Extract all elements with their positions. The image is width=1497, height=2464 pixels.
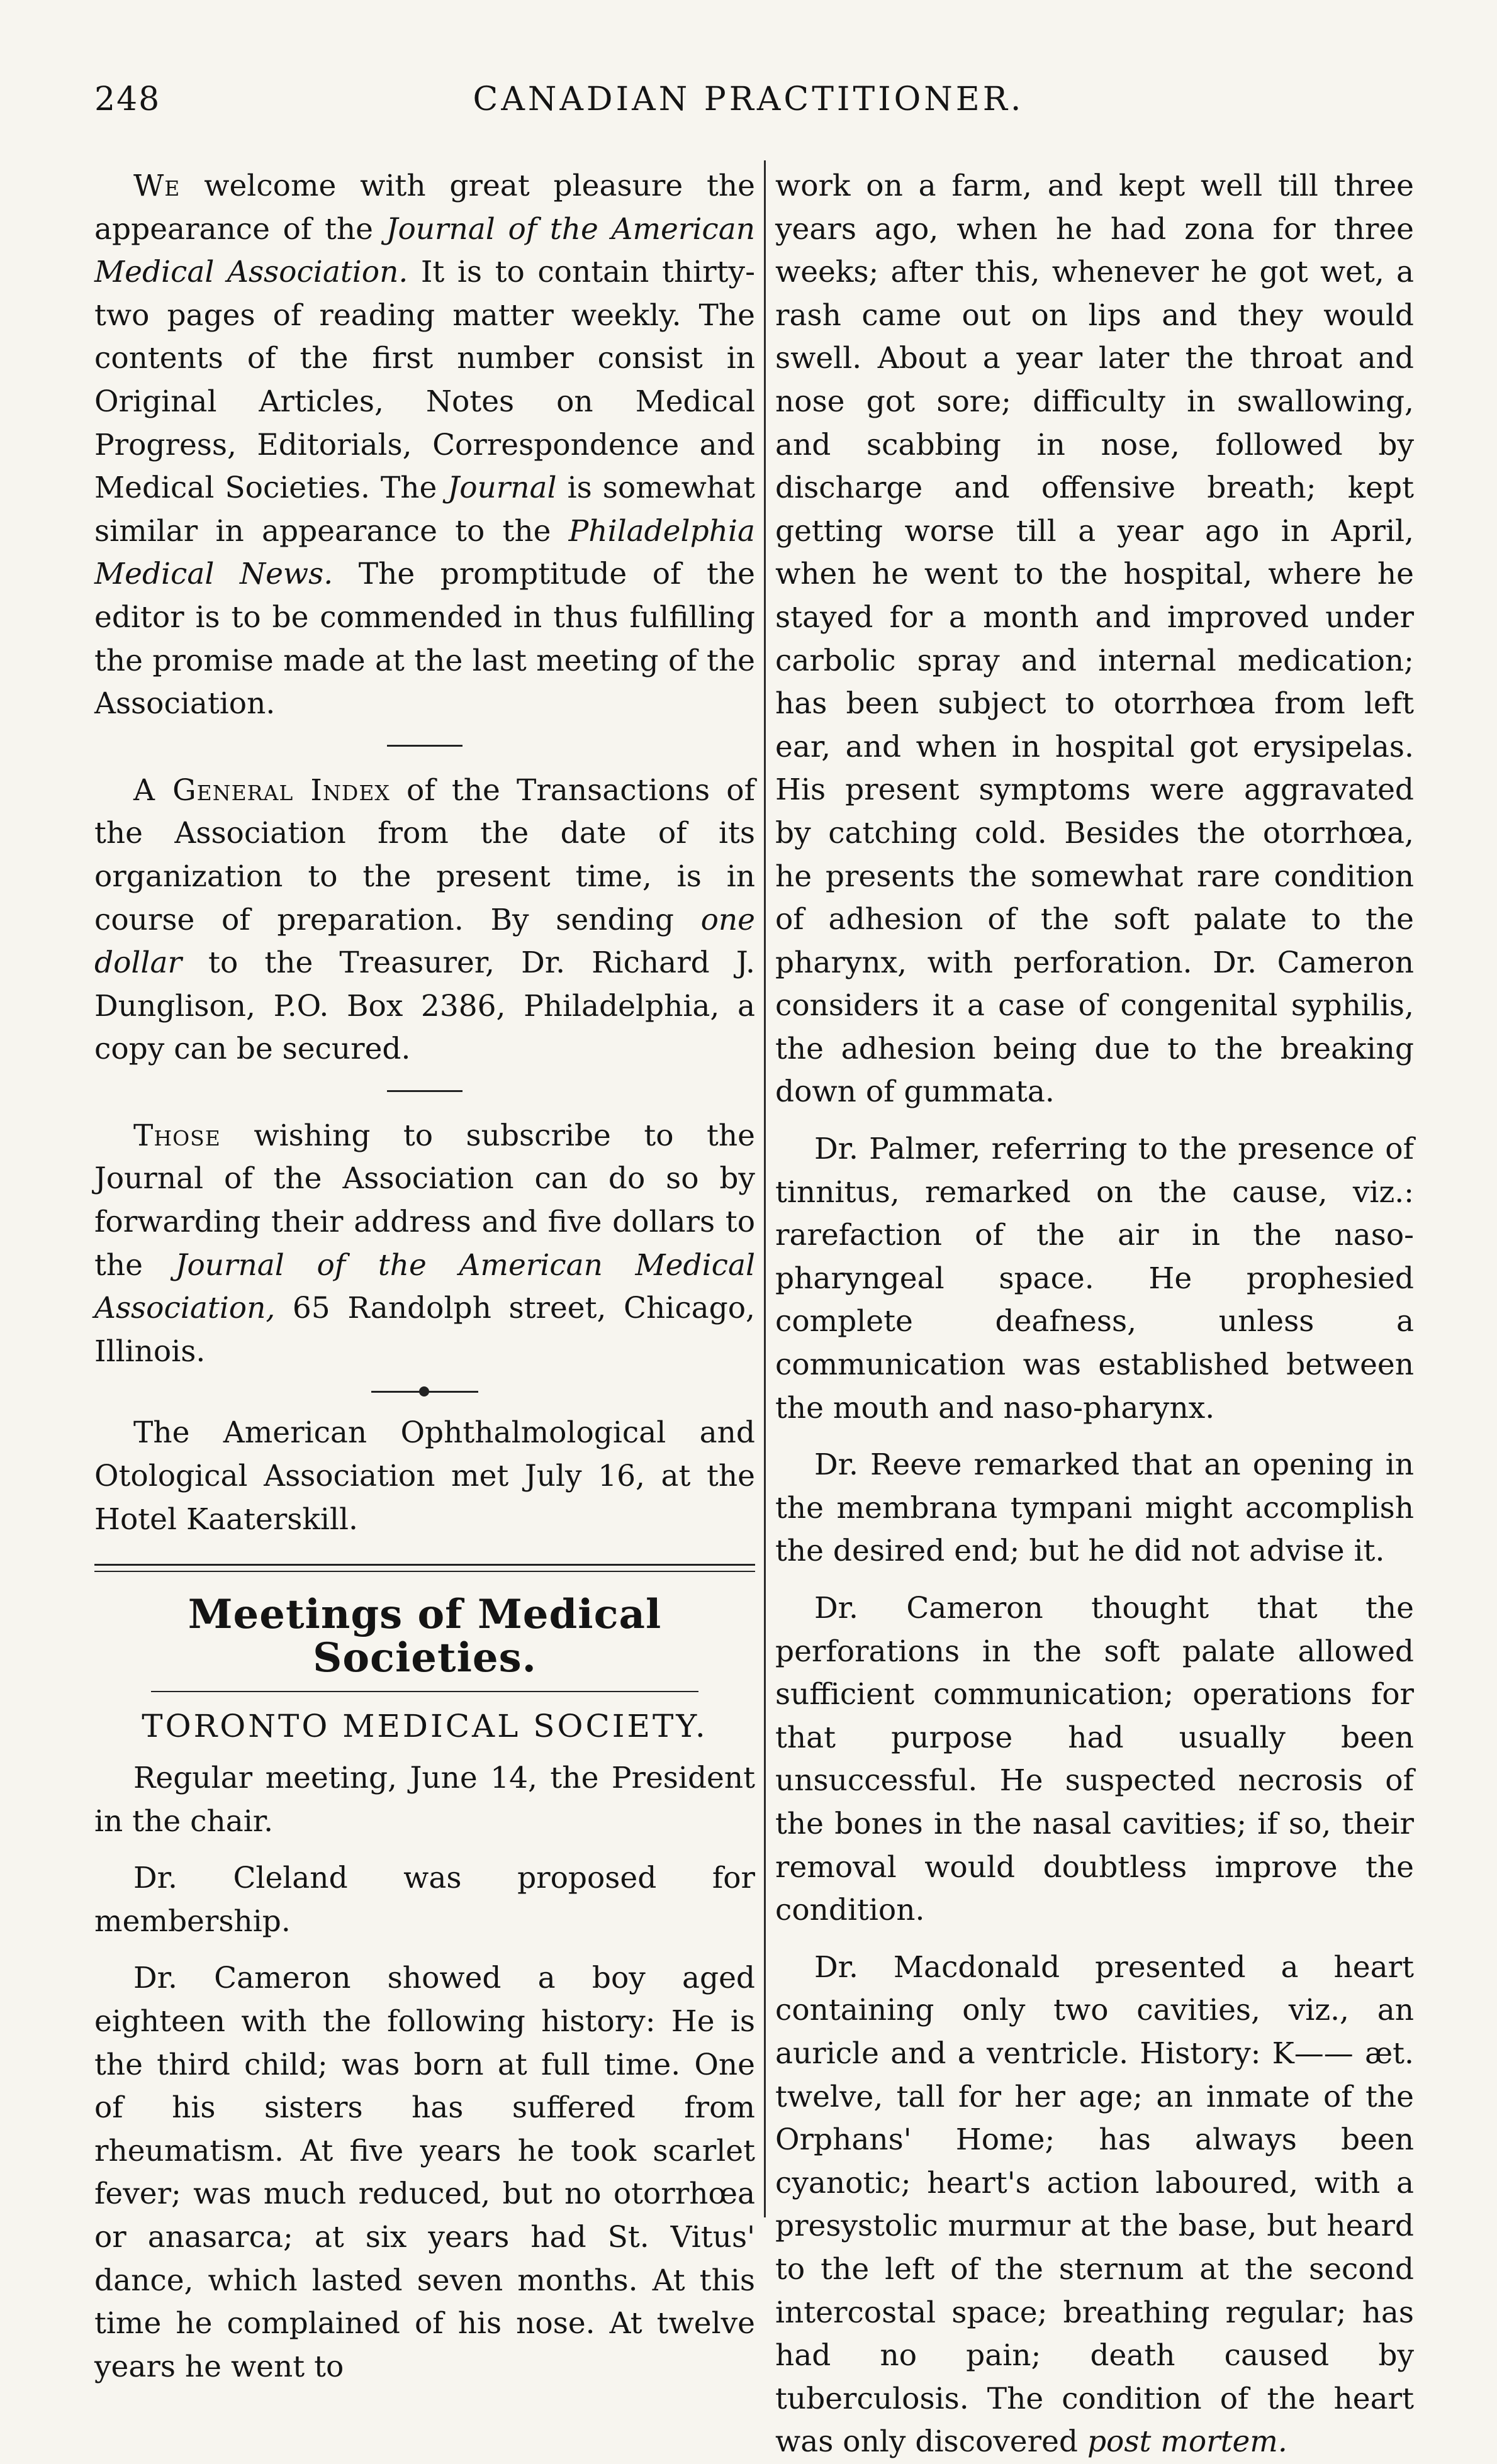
paragraph: Dr. Cleland was proposed for membership. (94, 1861, 755, 1939)
paragraph: Dr. Reeve remarked that an opening in the membrana tympani might accomplish the desired end; but he did not advise it. (775, 1447, 1414, 1569)
section-title: Meetings of Medical Societies. (188, 1591, 662, 1681)
paragraph: Regular meeting, June 14, the President in the chair. (94, 1761, 755, 1839)
page-number: 248 (94, 81, 161, 118)
paragraph: Dr. Macdonald presented a heart containing only two cavities, viz., an auricle and a ventricle. History: K—— æt. twelve, tall for her age; an inmate of the Orphans' Home; has always been cyanotic; heart's action laboured, with a presystolic murmur at the base, but heard to the left of the sternum at the second intercostal space; breathing regular; has had no pain; death caused by tuberculosis. The condition of the heart was only discovered post mortem. (775, 1949, 1414, 2460)
notice-subscribe: Those wishing to subscribe to the Journal of the Association can do so by forwarding their address and five dollars to the Journal of the American Medical Association, 65 Randolph street, Chicago, Illinois. (94, 1118, 755, 1369)
ornament-rule (371, 1391, 478, 1393)
section-rule-top (94, 1564, 755, 1566)
section-rule-bottom (151, 1691, 698, 1692)
section-rule-top-thin (94, 1571, 755, 1572)
column-divider (764, 160, 766, 2217)
notice-journal-ama: We welcome with great pleasure the appearance of the Journal of the American Medical Association. It is to contain thirty-two pages of reading matter weekly. The contents of the first number consist in Original Articles, Notes on Medical Progress, Editorials, Correspondence and Medical Societies. The Journal is somewhat similar in appearance to the Philadelphia Medical News. The promptitude of the editor is to be commended in thus fulfilling the promise made at the last meeting of the Association. (94, 169, 755, 722)
paragraph: Dr. Cameron showed a boy aged eighteen with the following history: He is the third child; was born at full time. One of his sisters has suffered from rheumatism. At five years he took scarlet fever; was much reduced, but no otorrhœa or anasarca; at six years had St. Vitus' dance, which lasted seven months. At this time he complained of his nose. At twelve years he went to (94, 1961, 755, 2384)
left-column (94, 165, 755, 2389)
notice-general-index: A General Index of the Transactions of the Association from the date of its organization to the present time, is in course of preparation. By sending one dollar to the Treasurer, Dr. Richard J. Dunglison, P.O. Box 2386, Philadelphia, a copy can be secured. (94, 772, 755, 1067)
running-head: CANADIAN PRACTITIONER. (473, 81, 1024, 118)
right-column (775, 165, 1414, 2464)
page-header (94, 81, 1403, 131)
divider-rule (387, 745, 463, 747)
paragraph: Dr. Palmer, referring to the presence of tinnitus, remarked on the cause, viz.: rarefaction of the air in the naso-pharyngeal space. He prophesied complete deafness, unless a communication was established between the mouth and naso-pharynx. (775, 1132, 1414, 1425)
divider-rule (387, 1090, 463, 1092)
notice-ophthalmological: The American Ophthalmological and Otological Association met July 16, at the Hotel Kaaterskill. (94, 1415, 755, 1537)
paragraph: Dr. Cameron thought that the perforations in the soft palate allowed sufficient communication; operations for that purpose had usually been unsuccessful. He suspected necrosis of the bones in the nasal cavities; if so, their removal would doubtless improve the condition. (775, 1591, 1414, 1928)
society-title: TORONTO MEDICAL SOCIETY. (142, 1708, 708, 1745)
paragraph: work on a farm, and kept well till three years ago, when he had zona for three weeks; after this, whenever he got wet, a rash came out on lips and they would swell. About a year later the throat and nose got sore; difficulty in swallowing, and scabbing in nose, followed by discharge and offensive breath; kept getting worse till a year ago in April, when he went to the hospital, where he stayed for a month and improved under carbolic spray and internal medication; has been subject to otorrhœa from left ear, and when in hospital got erysipelas. His present symptoms were aggravated by catching cold. Besides the otorrhœa, he presents the somewhat rare condition of adhesion of the soft palate to the pharynx, with perforation. Dr. Cameron considers it a case of congenital syphilis, the adhesion being due to the breaking down of gummata. (775, 169, 1414, 1110)
